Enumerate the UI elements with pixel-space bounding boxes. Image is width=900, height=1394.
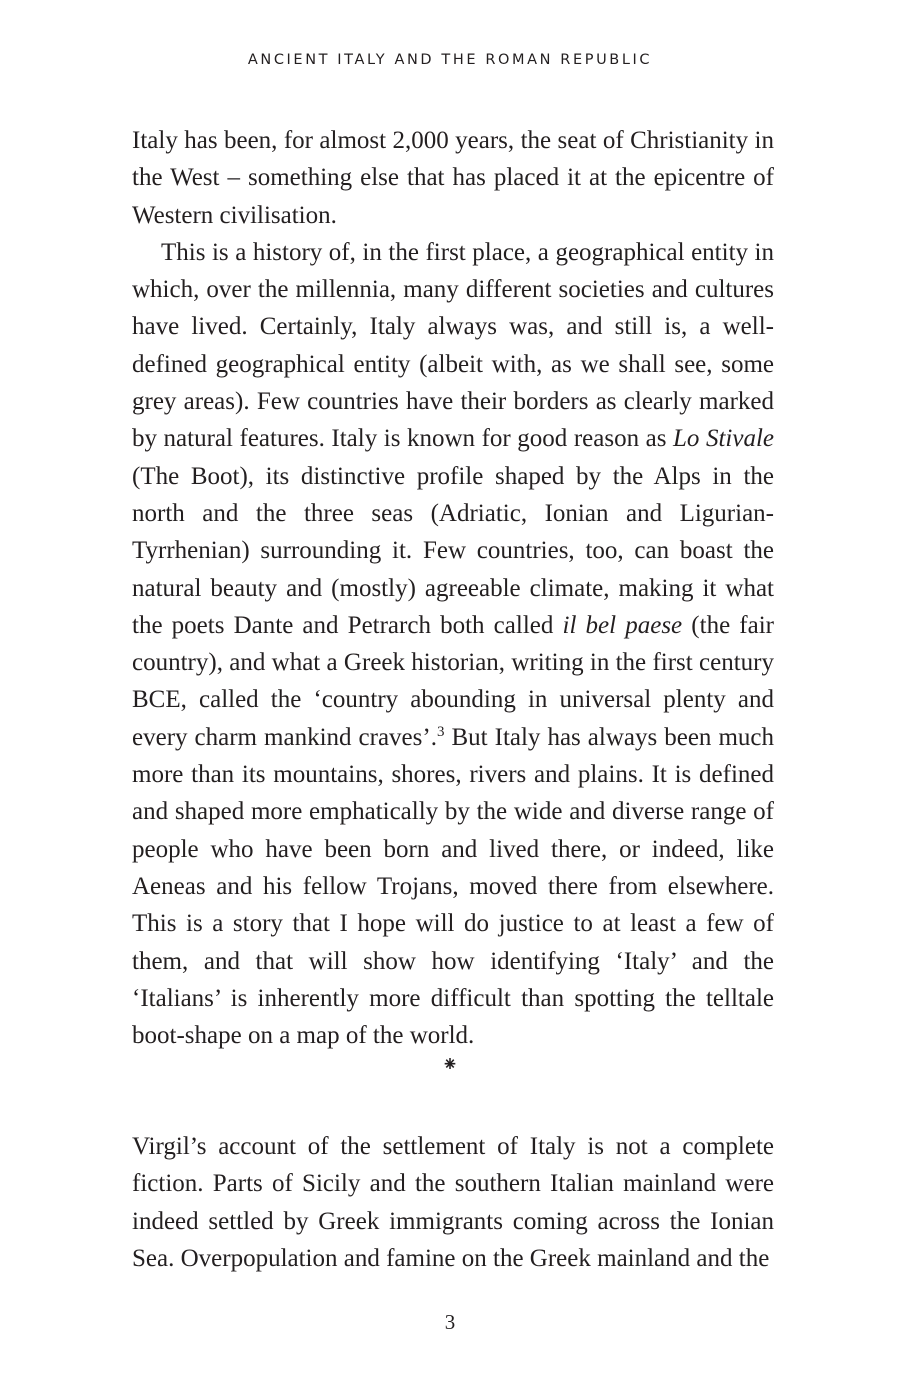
paragraph-2-italic-il-bel-paese: il bel paese [562, 611, 683, 639]
paragraph-2-text-f: But Italy has always been much more than its mountains, shores, rivers and plains. It is defined and shaped more emphatically by the wide and diverse range of people who have been born and lived there, or indeed, like Aeneas and his fellow Trojans, moved there from elsewhere. This is a story that I hope will do justice to at least a few of them, and that will show how identifying ‘Italy’ and the ‘Italians’ is inherently more difficult than spotting the telltale boot-shape on a map of the world. [132, 723, 774, 1050]
running-head: ANCIENT ITALY AND THE ROMAN REPUBLIC [247, 52, 653, 68]
paragraph-2 [132, 234, 774, 1055]
paragraph-2-text-a: This is a history of, in the first place, a geographical entity in which, over the millennia, many different societies and cultures have lived. Certainly, Italy always was, and still is, a well-defined geographical entity (albeit with, as we shall see, some grey areas). Few countries have their borders as clearly marked by natural features. Italy is known for good reason as [132, 238, 774, 453]
paragraph-2-text-c: (The Boot), its distinctive profile shaped by the Alps in the north and the three seas (Adriatic, Ionian and Ligurian-Tyrrhenian) surrounding it. Few countries, too, can boast the natural beauty and (mostly) agreeable climate, making it what the poets Dante and Petrarch both called [132, 462, 774, 639]
paragraph-2-text-e: (the fair country), and what a Greek historian, writing in the first century BCE, called the ‘country abounding in universal plenty and every charm mankind craves’. [132, 611, 774, 751]
body-text-bottom [132, 1128, 774, 1277]
footnote-marker[interactable]: 3 [436, 723, 445, 740]
page-number: 3 [444, 1310, 456, 1334]
paragraph-1: Italy has been, for almost 2,000 years, the seat of Christianity in the West – something else that has placed it at the epicentre of Western civilisation. [132, 127, 774, 229]
paragraph-2-italic-lo-stivale: Lo Stivale [673, 425, 774, 453]
paragraph-3: Virgil’s account of the settlement of Italy is not a complete fiction. Parts of Sicily and the southern Italian mainland were indeed settled by Greek immigrants coming across the Ionian Sea. Overpopulation and famine on the Greek mainland and the [132, 1133, 774, 1272]
body-text-top [132, 122, 774, 1054]
section-break-ornament: ⁕ [441, 1052, 459, 1076]
